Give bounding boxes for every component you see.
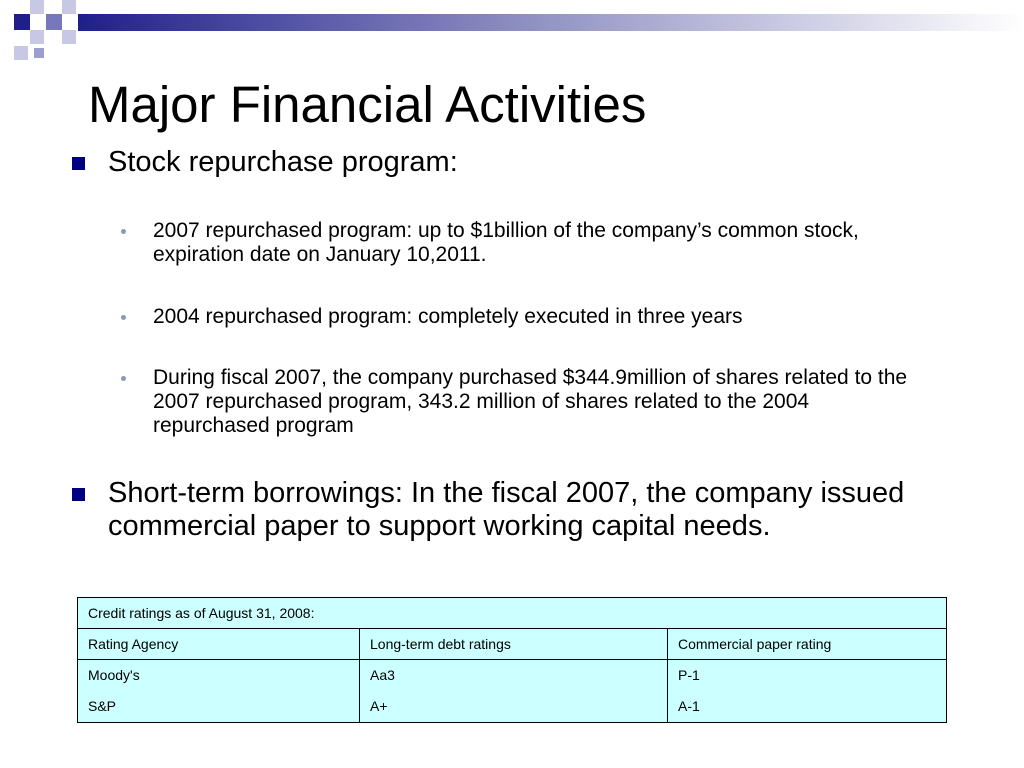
dot-bullet-icon <box>121 229 126 234</box>
header-square <box>46 14 62 30</box>
sub-bullet-text: During fiscal 2007, the company purchased $344.9million of shares related to the 2007 repurchased program, 343.2 million of shares related to the 2004 repurchased program <box>153 366 908 437</box>
header-square <box>62 0 76 14</box>
bullet-text: Stock repurchase program: <box>108 146 458 178</box>
header-square <box>62 30 76 44</box>
header-rating-agency: Rating Agency <box>78 629 360 660</box>
header-square <box>30 0 44 14</box>
long-term-sp: A+ <box>370 698 388 714</box>
table-header-row <box>78 629 947 660</box>
square-bullet-icon <box>72 157 85 170</box>
table-body-row <box>78 660 947 723</box>
header-square <box>14 14 30 30</box>
long-term-moodys: Aa3 <box>370 667 395 683</box>
bullet-short-term-borrowings <box>72 477 952 543</box>
commercial-paper-moodys: P-1 <box>678 667 700 683</box>
agency-moodys: Moody's <box>88 667 140 683</box>
header-square <box>14 46 28 60</box>
dot-bullet-icon <box>121 376 126 381</box>
sub-bullet-2004-program <box>118 305 918 329</box>
agency-cell <box>78 660 360 723</box>
long-term-cell <box>360 660 668 723</box>
commercial-paper-cell <box>668 660 947 723</box>
sub-bullet-2007-program <box>118 219 918 267</box>
header-gradient-band <box>78 14 1024 31</box>
header-square <box>30 30 44 44</box>
credit-ratings-table <box>77 597 947 723</box>
sub-bullet-fiscal-2007 <box>118 366 918 438</box>
commercial-paper-sp: A-1 <box>678 698 700 714</box>
header-long-term-debt: Long-term debt ratings <box>360 629 668 660</box>
bullet-text: Short-term borrowings: In the fiscal 2007, the company issued commercial paper to support working capital needs. <box>108 477 905 542</box>
slide-title: Major Financial Activities <box>88 76 647 133</box>
header-commercial-paper: Commercial paper rating <box>668 629 947 660</box>
table-caption: Credit ratings as of August 31, 2008: <box>78 598 947 629</box>
header-decoration <box>0 0 1024 62</box>
square-bullet-icon <box>72 488 85 501</box>
bullet-stock-repurchase <box>72 146 952 179</box>
dot-bullet-icon <box>121 315 126 320</box>
sub-bullet-text: 2004 repurchased program: completely executed in three years <box>153 305 743 328</box>
sub-bullet-text: 2007 repurchased program: up to $1billion of the company’s common stock, expiration date on January 10,2011. <box>153 219 859 266</box>
header-square <box>34 48 44 58</box>
agency-sp: S&P <box>88 698 117 714</box>
table-caption-row <box>78 598 947 629</box>
